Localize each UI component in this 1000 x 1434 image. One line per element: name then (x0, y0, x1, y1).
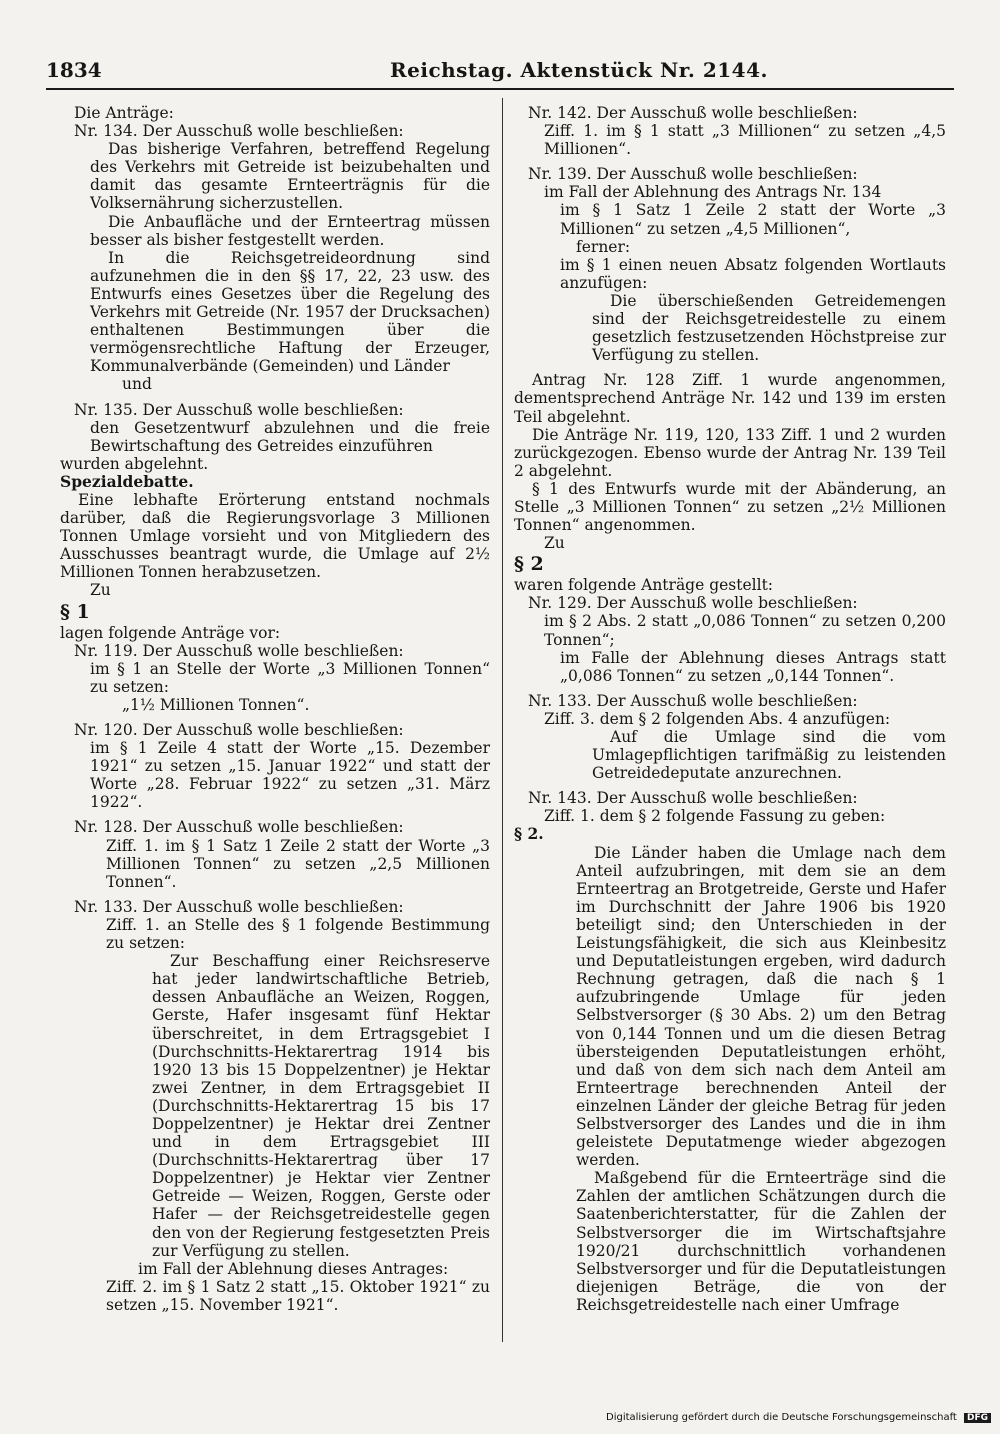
paragraph: Zu (90, 581, 111, 600)
paragraph: im § 1 an Stelle der Worte „3 Millionen Tonnen“ zu setzen: (90, 659, 490, 696)
paragraph: Nr. 128. Der Ausschuß wolle beschließen: (74, 818, 404, 837)
paragraph: Zu (544, 534, 565, 553)
right-column (514, 104, 946, 1314)
paragraph: Nr. 120. Der Ausschuß wolle beschließen: (74, 721, 404, 739)
paragraph: Antrag Nr. 128 Ziff. 1 wurde angenommen, dementsprechend Anträge Nr. 142 und 139 im ersten Teil abgelehnt. (514, 371, 946, 426)
page-header (46, 58, 954, 90)
paragraph: Die Anträge: (74, 104, 174, 122)
paragraph: im § 1 Satz 1 Zeile 2 statt der Worte „3 Millionen“ zu setzen „4,5 Millionen“, (560, 201, 946, 238)
column-divider (502, 98, 503, 1342)
paragraph: Nr. 134. Der Ausschuß wolle beschließen: (74, 122, 404, 141)
paragraph: Die Anträge Nr. 119, 120, 133 Ziff. 1 und 2 wurden zurückgezogen. Ebenso wurde der Antrag Nr. 139 Teil 2 abgelehnt. (514, 425, 946, 480)
paragraph: im § 1 Zeile 4 statt der Worte „15. Dezember 1921“ zu setzen „15. Januar 1922“ und statt der Worte „28. Februar 1922“ zu setzen „31. März 1922“. (90, 739, 490, 812)
section-heading: Spezialdebatte. (60, 471, 194, 491)
paragraph: waren folgende Anträge gestellt: (514, 576, 774, 595)
section-heading: § 2. (514, 824, 544, 844)
paragraph: Nr. 133. Der Ausschuß wolle beschließen: (74, 897, 404, 916)
paragraph: „1½ Millionen Tonnen“. (122, 695, 310, 714)
dfg-logo: DFG (964, 1413, 991, 1423)
paragraph-gap (60, 714, 490, 721)
paragraph: Nr. 119. Der Ausschuß wolle beschließen: (74, 641, 404, 660)
section-heading: § 1 (60, 600, 90, 623)
paragraph: Eine lebhafte Erörterung entstand nochmals darüber, daß die Regierungsvorlage 3 Millionen Tonnen Umlage vorsieht und von Mitgliedern des Ausschusses beantragt wurde, die Umlage auf 2½ Millionen Tonnen herabzusetzen. (60, 490, 490, 582)
paragraph: lagen folgende Anträge vor: (60, 623, 281, 642)
paragraph: Ziff. 1. an Stelle des § 1 folgende Bestimmung zu setzen: (106, 915, 490, 953)
paragraph: § 1 des Entwurfs wurde mit der Abänderung, an Stelle „3 Millionen Tonnen“ zu setzen „2½ Millionen Tonnen“ angenommen. (514, 479, 946, 535)
paragraph: ferner: (576, 237, 631, 256)
paragraph-gap (514, 364, 946, 371)
paragraph: im Fall der Ablehnung dieses Antrages: (138, 1259, 449, 1278)
paragraph: In die Reichsgetreideordnung sind aufzunehmen die in den §§ 17, 22, 23 usw. des Entwurfs eines Gesetzes über die Regelung des Verkehrs mit Getreide (Nr. 1957 der Drucksachen) enthaltenen Bestimmungen über die vermögensrechtliche Haftung der Erzeuger, Kommunalverbände (Gemeinden) und Länder (90, 248, 490, 376)
paragraph: Das bisherige Verfahren, betreffend Regelung des Verkehrs mit Getreide ist beizubehalten und damit das gesamte Ernteerträgnis für die Volksernährung sicherzustellen. (90, 140, 490, 213)
paragraph-gap (60, 891, 490, 898)
paragraph-gap (514, 158, 946, 165)
paragraph-gap (60, 394, 490, 401)
paragraph-gap (60, 811, 490, 818)
paragraph: Nr. 135. Der Ausschuß wolle beschließen: (74, 400, 404, 419)
paragraph: im § 1 einen neuen Absatz folgenden Wortlauts anzufügen: (560, 255, 946, 292)
paragraph: Ziff. 3. dem § 2 folgenden Abs. 4 anzufügen: (544, 709, 891, 728)
paragraph: Nr. 129. Der Ausschuß wolle beschließen: (528, 594, 858, 613)
paragraph: wurden abgelehnt. (60, 454, 209, 473)
page-number: 1834 (46, 58, 102, 82)
paragraph: Ziff. 1. im § 1 statt „3 Millionen“ zu setzen „4,5 Millionen“. (544, 122, 946, 159)
section-heading: § 2 (514, 553, 544, 576)
paragraph: Nr. 142. Der Ausschuß wolle beschließen: (528, 104, 858, 122)
paragraph-gap (514, 782, 946, 789)
left-column (60, 104, 490, 1314)
paragraph: Maßgebend für die Ernteerträge sind die Zahlen der amtlichen Schätzungen durch die Saatenberichterstatter, für die Zahlen der Selbstversorger die im Wirtschaftsjahre 1920/21 durchschnittlich vorhandenen Selbstversorger und für die Deputatleistungen diejenigen Beträge, die von der Reichsgetreidestelle nach einer Umfrage (576, 1169, 946, 1314)
paragraph: Ziff. 1. dem § 2 folgende Fassung zu geben: (544, 807, 886, 826)
paragraph: Die Länder haben die Umlage nach dem Anteil aufzubringen, mit dem sie an dem Ernteertrag an Brotgetreide, Gerste und Hafer im Durchschnitt der Jahre 1906 bis 1920 beteiligt sind; den Unterschieden in der Leistungsfähigkeit, die sich aus Kleinbesitz und Deputatleistungen ergeben, wird dadurch Rechnung getragen, daß die nach § 1 aufzubringende Umlage für jeden Selbstversorger (§ 30 Abs. 2) um den Betrag von 0,144 Tonnen und um die diesen Betrag übersteigenden Deputatleistungen erhöht, und daß von dem sich nach dem Anteil am Ernteertrage berechnenden Anteil der einzelnen Länder der gleiche Betrag für jeden Selbstversorger des Landes und die in ihm geleistete Deputatmenge wieder abgezogen werden. (576, 843, 946, 1170)
paragraph: und (122, 375, 152, 394)
paragraph: Die Anbaufläche und der Ernteertrag müssen besser als bisher festgestellt werden. (90, 212, 490, 249)
footer-credit (606, 1412, 991, 1423)
running-head: Reichstag. Aktenstück Nr. 2144. (390, 58, 768, 82)
footer-text: Digitalisierung gefördert durch die Deutsche Forschungsgemeinschaft (606, 1412, 957, 1423)
paragraph-gap (514, 685, 946, 692)
paragraph: den Gesetzentwurf abzulehnen und die freie Bewirtschaftung des Getreides einzuführen (90, 418, 490, 455)
paragraph: im § 2 Abs. 2 statt „0,086 Tonnen“ zu setzen 0,200 Tonnen“; (544, 612, 946, 649)
paragraph: Auf die Umlage sind die vom Umlagepflichtigen tarifmäßig zu leistenden Getreidedeputate anzurechnen. (592, 728, 946, 783)
paragraph: Ziff. 1. im § 1 Satz 1 Zeile 2 statt der Worte „3 Millionen Tonnen“ zu setzen „2,5 Millionen Tonnen“. (106, 836, 490, 891)
paragraph: Nr. 143. Der Ausschuß wolle beschließen: (528, 789, 858, 808)
paragraph: Zur Beschaffung einer Reichsreserve hat jeder landwirtschaftliche Betrieb, dessen Anbaufläche an Weizen, Roggen, Gerste, Hafer insgesamt fünf Hektar überschreitet, in dem Ertragsgebiet I (Durchschnitts-Hektarertrag 1914 bis 1920 13 bis 15 Doppelzentner) je Hektar zwei Zentner, in dem Ertragsgebiet II (Durchschnitts-Hektarertrag 15 bis 17 Doppelzentner) je Hektar drei Zentner und in dem Ertragsgebiet III (Durchschnitts-Hektarertrag über 17 Doppelzentner) je Hektar vier Zentner Getreide — Weizen, Roggen, Gerste oder Hafer — der Reichsgetreidestelle gegen den von der Regierung festgesetzten Preis zur Verfügung zu stellen. (152, 952, 490, 1260)
paragraph: Die überschießenden Getreidemengen sind der Reichsgetreidestelle zu einem gesetzlich festzusetzenden Höchstpreise zur Verfügung zu stellen. (592, 291, 946, 365)
paragraph: Nr. 133. Der Ausschuß wolle beschließen: (528, 691, 858, 710)
paragraph: Nr. 139. Der Ausschuß wolle beschließen: (528, 165, 858, 184)
paragraph: Ziff. 2. im § 1 Satz 2 statt „15. Oktober 1921“ zu setzen „15. November 1921“. (106, 1277, 490, 1314)
paragraph: im Fall der Ablehnung des Antrags Nr. 134 (544, 183, 882, 202)
paragraph: im Falle der Ablehnung dieses Antrags statt „0,086 Tonnen“ zu setzen „0,144 Tonnen“. (560, 648, 946, 685)
